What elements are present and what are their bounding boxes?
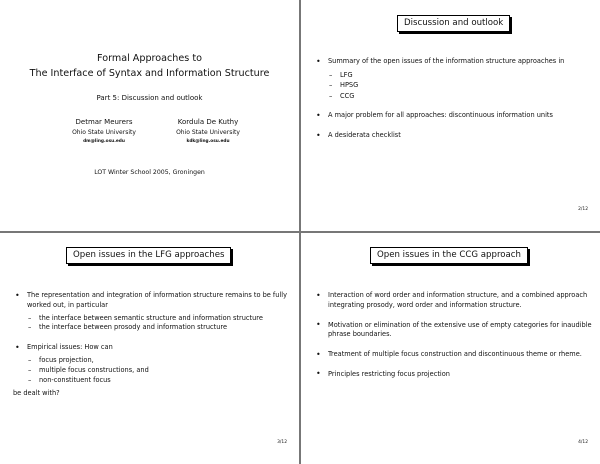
bullet-icon: •: [316, 290, 321, 300]
page-number: 4/12: [578, 440, 588, 445]
bullet-icon: •: [316, 130, 321, 140]
author-name: Kordula De Kuthy: [177, 118, 239, 126]
sub-item: – non-constituent focus: [27, 376, 293, 386]
sub-list: [328, 70, 594, 102]
bullet-text: The representation and integration of information structure remains to be fully worked out, in particular: [27, 291, 288, 309]
bullet-item: [13, 343, 293, 399]
author-email: dm@ling.osu.edu: [83, 139, 125, 144]
bullet-item: [314, 57, 594, 101]
bullet-continuation: be dealt with?: [13, 389, 60, 398]
bullet-item: [314, 111, 594, 121]
slide-2: [301, 0, 600, 231]
slide-content: [13, 291, 293, 409]
bullet-text: Summary of the open issues of the information structure approaches in: [328, 57, 565, 65]
slide-content: [314, 57, 594, 151]
sub-item: – the interface between prosody and information structure: [27, 323, 293, 333]
author-affiliation: Ohio State University: [176, 129, 240, 136]
bullet-icon: •: [316, 369, 321, 379]
author-1: [44, 117, 164, 146]
author-name: Detmar Meurers: [75, 118, 133, 126]
sub-list: [27, 356, 293, 385]
sub-item: – HPSG: [328, 80, 594, 91]
slide-title: Open issues in the CCG approach: [370, 247, 528, 264]
sub-list: [27, 314, 293, 334]
slide-title: Discussion and outlook: [397, 15, 510, 32]
bullet-icon: •: [316, 320, 321, 330]
slide-title-line-2: The Interface of Syntax and Information Structure: [29, 68, 270, 79]
bullet-icon: •: [316, 110, 321, 120]
bullet-text: Interaction of word order and information structure, and a combined approach integrating prosody, word order and information structure.: [328, 291, 588, 309]
bullet-icon: •: [15, 342, 20, 352]
bullet-text: Principles restricting focus projection: [328, 369, 450, 378]
bullet-item: [314, 131, 594, 141]
slide-title: Open issues in the LFG approaches: [66, 247, 231, 264]
bullet-text: Empirical issues: How can: [27, 343, 113, 352]
event-line: LOT Winter School 2005, Groningen: [94, 169, 205, 176]
slide-3: [0, 233, 299, 464]
bullet-item: [314, 350, 594, 360]
bullet-text: A desiderata checklist: [328, 131, 401, 140]
author-affiliation: Ohio State University: [72, 129, 136, 136]
bullet-item: [314, 321, 594, 341]
bullet-item: [314, 370, 594, 380]
bullet-item: [13, 291, 293, 333]
sub-item: – LFG: [328, 70, 594, 81]
bullet-icon: •: [316, 56, 321, 66]
slide-title-line-1: Formal Approaches to: [97, 53, 202, 64]
page-number: 3/12: [277, 440, 287, 445]
bullet-text: Treatment of multiple focus construction and discontinuous theme or rheme.: [328, 350, 582, 359]
author-email: kdk@ling.osu.edu: [186, 139, 230, 144]
sub-item: – CCG: [328, 91, 594, 102]
bullet-text: Motivation or elimination of the extensive use of empty categories for inaudible phrase boundaries.: [328, 320, 592, 339]
slide-4: [301, 233, 600, 464]
page-number: 2/12: [578, 207, 588, 212]
sub-item: – the interface between semantic structure and information structure: [27, 314, 293, 324]
sub-item: – focus projection,: [27, 356, 293, 366]
bullet-text: A major problem for all approaches: discontinuous information units: [328, 111, 553, 120]
part-subtitle: Part 5: Discussion and outlook: [96, 94, 203, 102]
bullet-icon: •: [15, 290, 20, 300]
slide-content: [314, 291, 594, 390]
sub-item: – multiple focus constructions, and: [27, 366, 293, 376]
slide-1: [0, 0, 299, 231]
bullet-item: [314, 291, 594, 311]
bullet-icon: •: [316, 349, 321, 359]
author-2: [148, 117, 268, 146]
